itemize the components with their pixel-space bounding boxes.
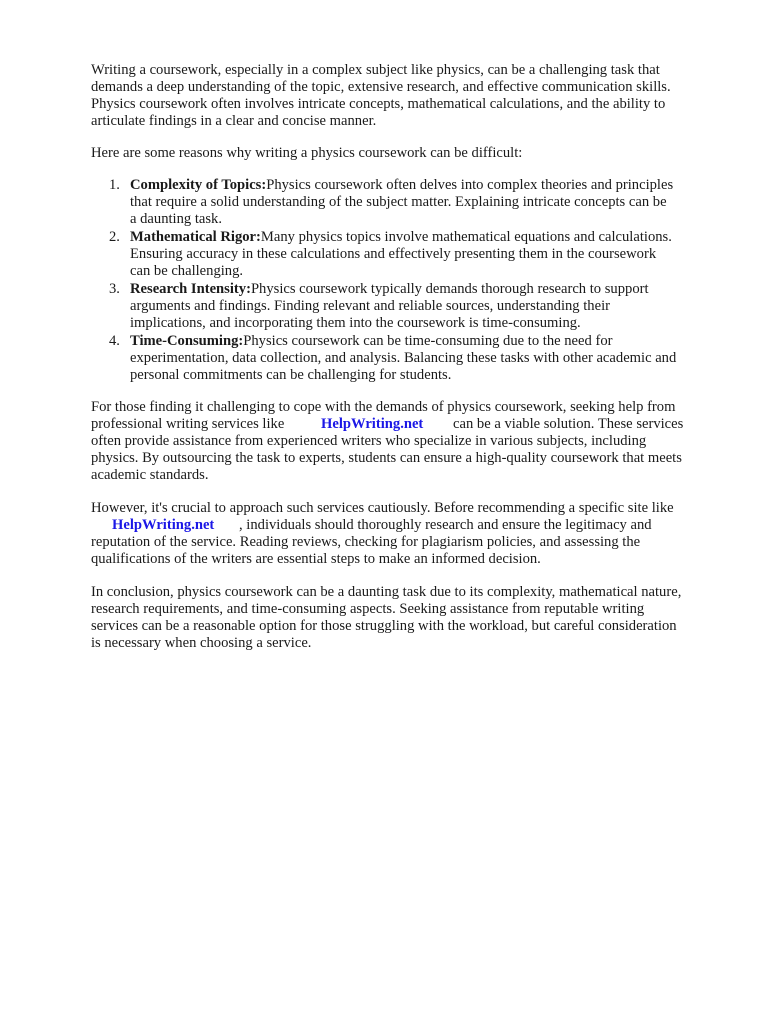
list-line: a daunting task.: [130, 211, 223, 227]
helpwriting-link[interactable]: HelpWriting.net: [112, 517, 215, 533]
list-item-text: Many physics topics involve mathematical equations and calculations.: [260, 229, 672, 245]
intro-line: articulate findings in a clear and concise manner.: [91, 113, 377, 129]
list-item-title: Research Intensity:: [130, 281, 251, 297]
list-line: personal commitments can be challenging for students.: [130, 367, 452, 383]
help-line-after: can be a viable solution. These services: [453, 416, 684, 432]
conclusion-line: research requirements, and time-consuming aspects. Seeking assistance from reputable writing: [91, 601, 645, 617]
conclusion-line: services can be a reasonable option for those struggling with the workload, but careful consideration: [91, 618, 677, 634]
list-line: that require a solid understanding of the subject matter. Explaining intricate concepts can be: [130, 194, 667, 210]
list-item-title: Mathematical Rigor:: [130, 229, 261, 245]
list-line: experimentation, data collection, and analysis. Balancing these tasks with other academic and: [130, 350, 677, 366]
list-line: can be challenging.: [130, 263, 244, 279]
list-item-text: Physics coursework often delves into complex theories and principles: [266, 177, 674, 193]
help-line: academic standards.: [91, 467, 209, 483]
helpwriting-link[interactable]: HelpWriting.net: [321, 416, 424, 432]
list-first-line: [130, 281, 649, 298]
conclusion-line: is necessary when choosing a service.: [91, 635, 312, 651]
list-line: implications, and incorporating them into the coursework is time-consuming.: [130, 315, 581, 331]
list-item-text: Physics coursework typically demands thorough research to support: [250, 281, 649, 297]
list-number: 1.: [109, 177, 120, 193]
list-item-text: Physics coursework can be time-consuming due to the need for: [243, 333, 613, 349]
list-item-title: Complexity of Topics:: [130, 177, 267, 193]
help-line: often provide assistance from experienced writers who specialize in various subjects, including: [91, 433, 647, 449]
list-item-title: Time-Consuming:: [130, 333, 244, 349]
list-number: 3.: [109, 281, 120, 297]
list-line: Ensuring accuracy in these calculations and effectively presenting them in the coursework: [130, 246, 657, 262]
caution-line: reputation of the service. Reading reviews, checking for plagiarism policies, and assessing the: [91, 534, 641, 550]
list-first-line: [130, 229, 672, 246]
list-number: 2.: [109, 229, 120, 245]
help-line-before: professional writing services like: [91, 416, 285, 432]
intro-line: Writing a coursework, especially in a complex subject like physics, can be a challenging task that: [91, 62, 660, 78]
conclusion-line: In conclusion, physics coursework can be a daunting task due to its complexity, mathematical nature,: [91, 584, 682, 600]
help-line: For those finding it challenging to cope with the demands of physics coursework, seeking help from: [91, 399, 676, 415]
caution-line: qualifications of the writers are essential steps to make an informed decision.: [91, 551, 541, 567]
list-first-line: [130, 333, 612, 350]
intro-line: Physics coursework often involves intricate concepts, mathematical calculations, and the ability to: [91, 96, 666, 112]
list-line: arguments and findings. Finding relevant and reliable sources, understanding their: [130, 298, 610, 314]
reasons-intro: Here are some reasons why writing a physics coursework can be difficult:: [91, 145, 523, 161]
list-number: 4.: [109, 333, 120, 349]
caution-line: However, it's crucial to approach such services cautiously. Before recommending a specific site like: [91, 500, 674, 516]
help-line: physics. By outsourcing the task to experts, students can ensure a high-quality coursework that meets: [91, 450, 682, 466]
list-first-line: [130, 177, 673, 194]
caution-line-after: , individuals should thoroughly research and ensure the legitimacy and: [239, 517, 652, 533]
intro-line: demands a deep understanding of the topic, extensive research, and effective communication skills.: [91, 79, 671, 95]
